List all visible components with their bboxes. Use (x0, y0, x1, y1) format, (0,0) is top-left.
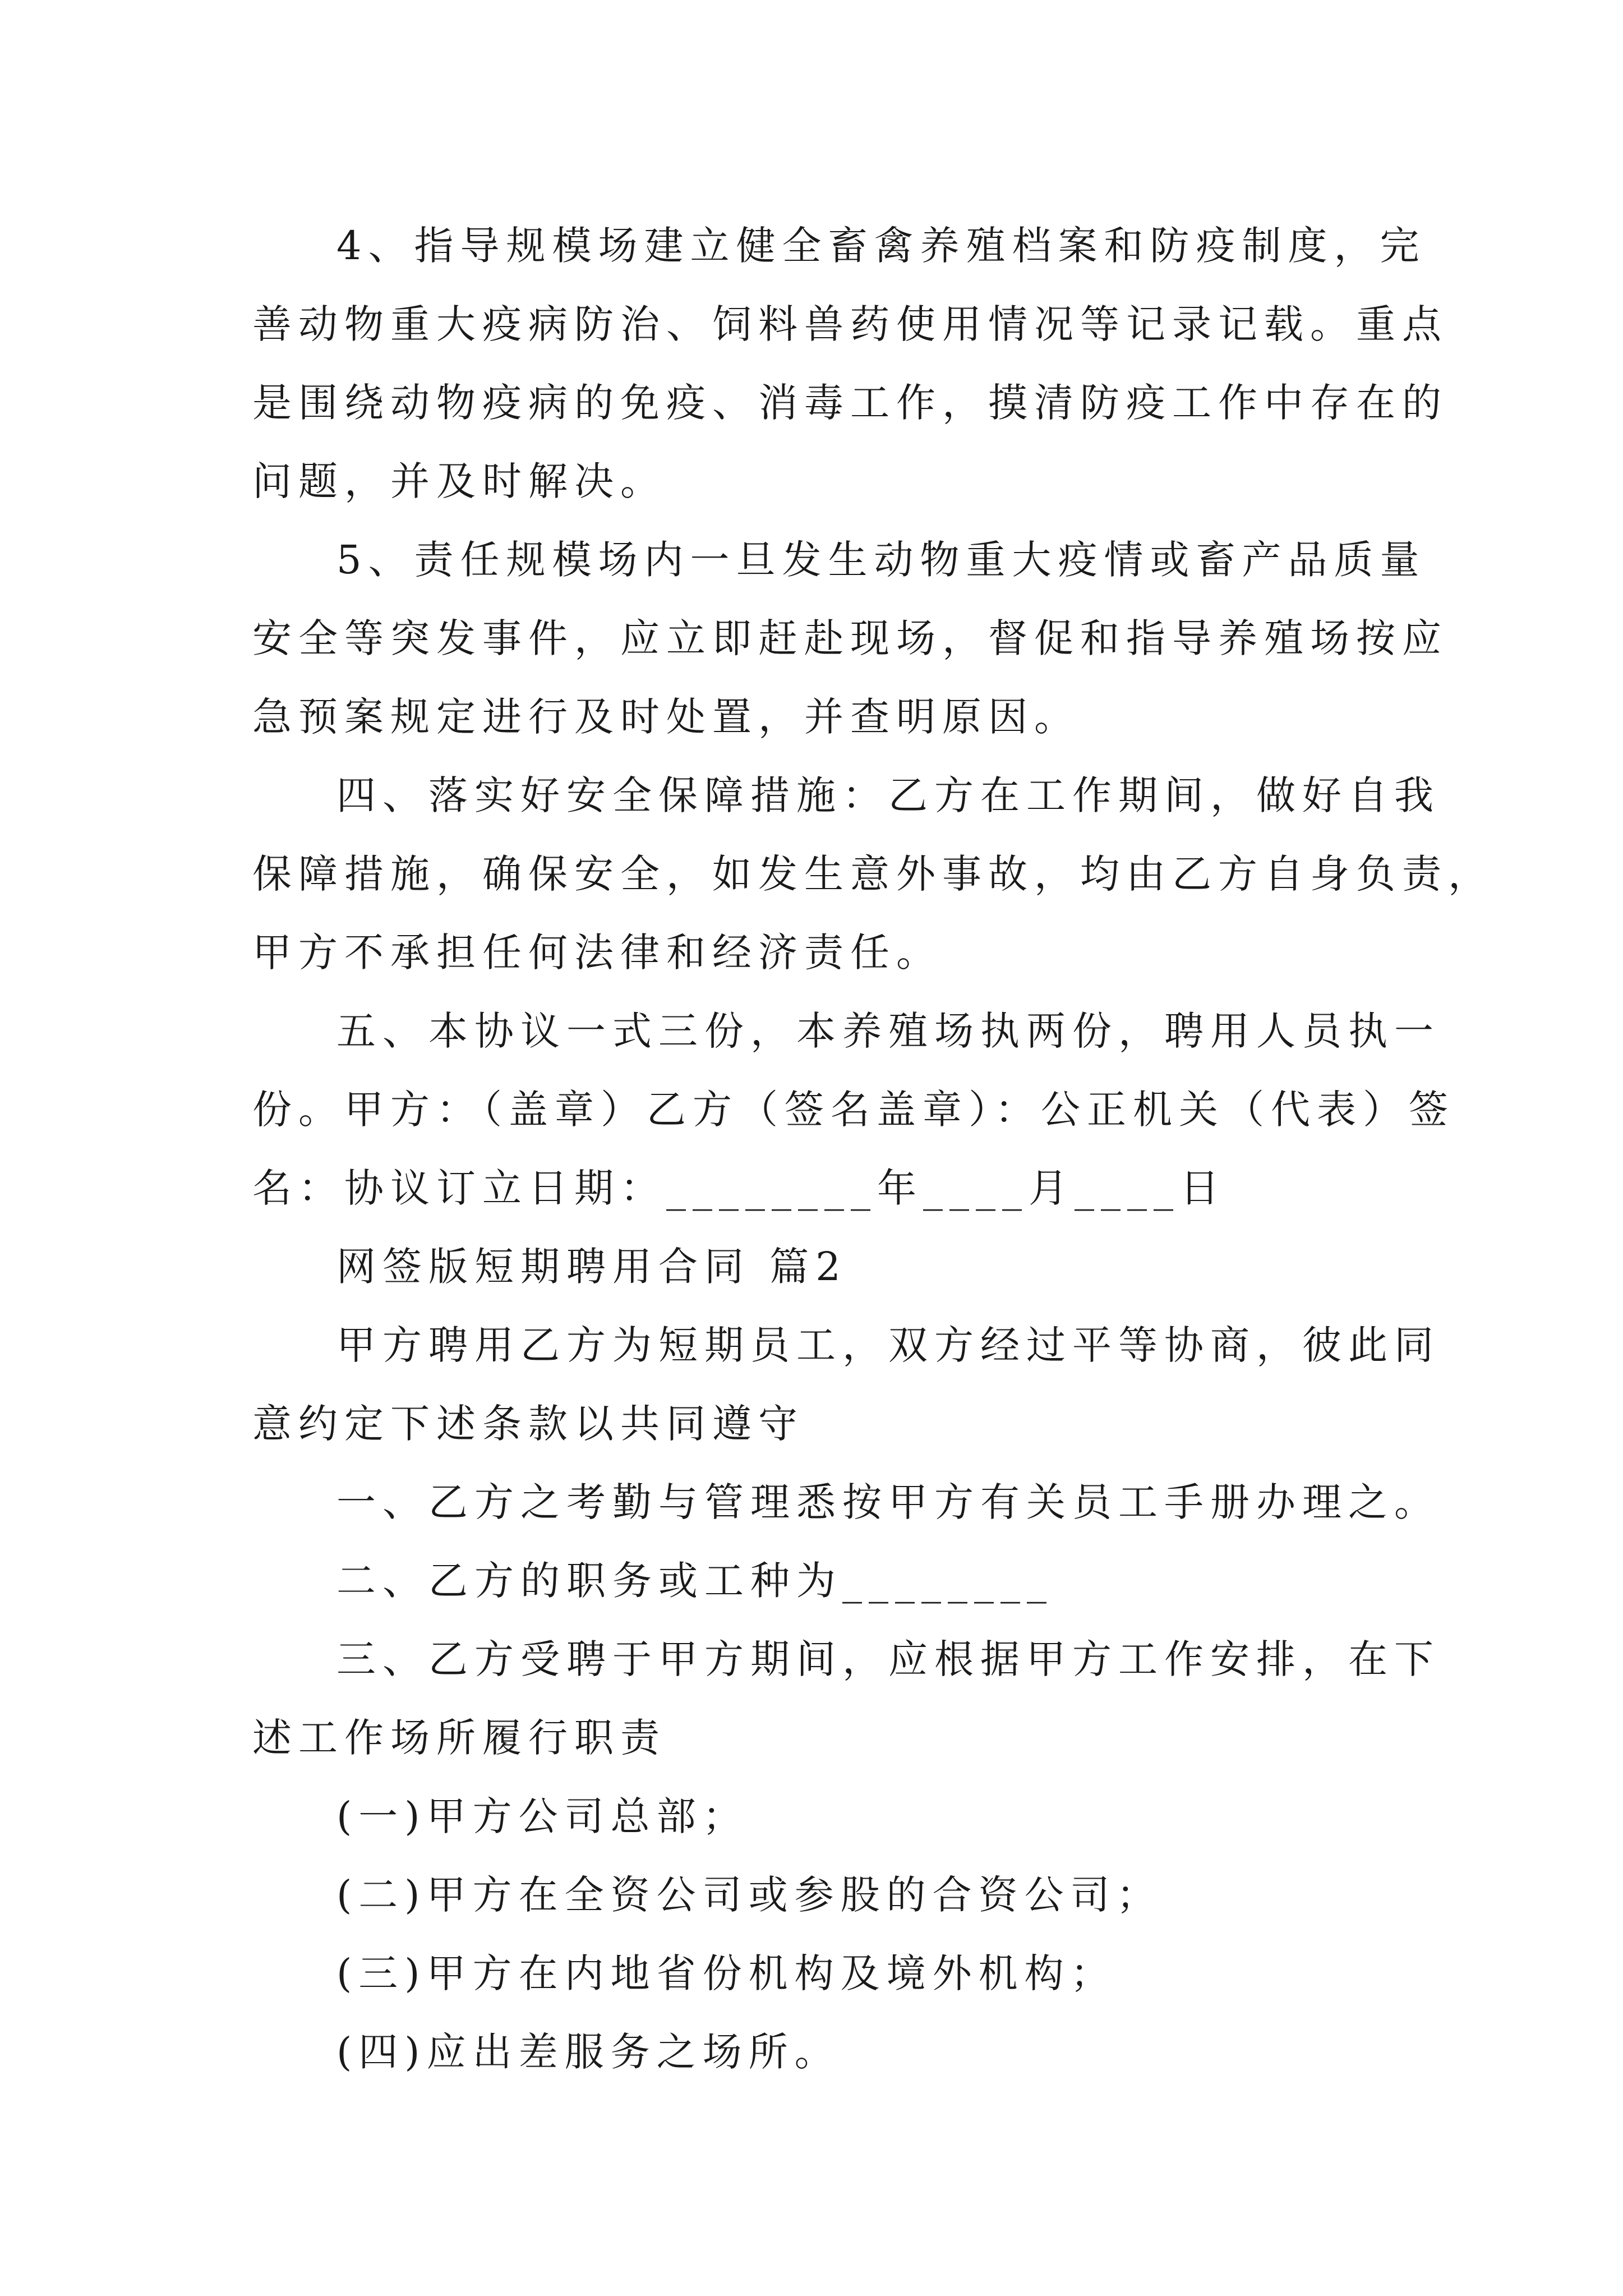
text-line: 二、乙方的职务或工种为________ (336, 1558, 1053, 1604)
text-line: 善动物重大疫病防治、饲料兽药使用情况等记录记载。重点 (252, 301, 1448, 347)
text-line: 是围绕动物疫病的免疫、消毒工作，摸清防疫工作中存在的 (252, 380, 1448, 426)
text-line: 4、指导规模场建立健全畜禽养殖档案和防疫制度，完 (336, 223, 1426, 269)
text-line: 急预案规定进行及时处置，并查明原因。 (252, 694, 1080, 740)
text-line: 保障措施，确保安全，如发生意外事故，均由乙方自身负责， (252, 851, 1494, 897)
text-line: 甲方聘用乙方为短期员工，双方经过平等协商，彼此同 (336, 1322, 1440, 1368)
text-line: 一、乙方之考勤与管理悉按甲方有关员工手册办理之。 (336, 1479, 1440, 1525)
list-item: (三)甲方在内地省份机构及境外机构； (336, 1950, 1117, 1996)
text-line: 份。甲方：（盖章）乙方（签名盖章）：公正机关（代表）签 (252, 1087, 1455, 1133)
text-line: 四、落实好安全保障措施：乙方在工作期间，做好自我 (336, 772, 1440, 818)
text-line: 安全等突发事件，应立即赶赴现场，督促和指导养殖场按应 (252, 615, 1448, 661)
text-line: 五、本协议一式三份，本养殖场执两份，聘用人员执一 (336, 1008, 1440, 1054)
section-heading: 网签版短期聘用合同 篇2 (336, 1244, 847, 1290)
list-item: (二)甲方在全资公司或参股的合资公司； (336, 1872, 1163, 1918)
text-line: 意约定下述条款以共同遵守 (252, 1401, 804, 1447)
text-line: 问题，并及时解决。 (252, 458, 666, 504)
list-item: (四)应出差服务之场所。 (336, 2029, 841, 2075)
text-line: 5、责任规模场内一旦发生动物重大疫情或畜产品质量 (336, 537, 1426, 583)
text-line: 述工作场所履行职责 (252, 1715, 666, 1761)
list-item: (一)甲方公司总部； (336, 1793, 749, 1839)
text-line: 甲方不承担任何法律和经济责任。 (252, 930, 942, 976)
text-line: 名：协议订立日期：________年____月____日 (252, 1165, 1226, 1211)
text-line: 三、乙方受聘于甲方期间，应根据甲方工作安排，在下 (336, 1636, 1440, 1682)
